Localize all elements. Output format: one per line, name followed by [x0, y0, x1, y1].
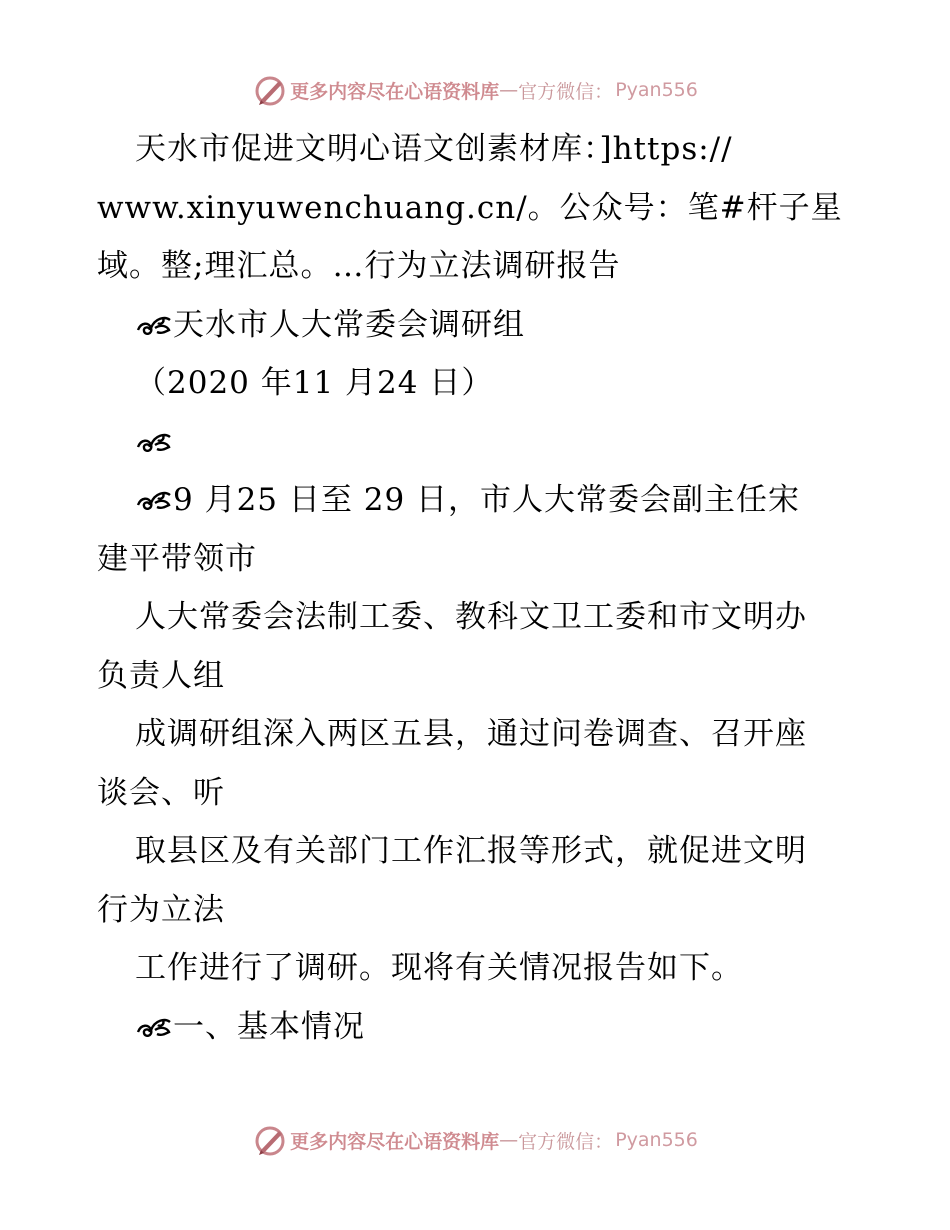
- ornament-line: [97, 413, 857, 472]
- pen-circle-logo-icon: [252, 1122, 288, 1158]
- paragraph-1-line-2: 建平带领市: [97, 540, 257, 577]
- paragraph-1-text-a: 9 月25 日至 29 日，市人大常委会副主任宋: [173, 482, 801, 518]
- pen-circle-logo-icon: [252, 72, 288, 108]
- fleuron-ornament-icon: [135, 429, 173, 455]
- watermark-label: 官方微信：: [518, 1130, 614, 1153]
- intro-line-3: 域。整;理汇总。…行为立法调研报告: [97, 248, 621, 284]
- date-line: （2020 年11 月24 日）: [135, 365, 494, 401]
- document-body: [97, 120, 857, 1056]
- watermark-wechat-id: Pyan556: [615, 1129, 698, 1151]
- intro-paragraph: [97, 120, 857, 296]
- org-name: 天水市人大常委会调研组: [173, 306, 525, 343]
- paragraph-3: [97, 705, 857, 822]
- fleuron-ornament-icon: [135, 487, 173, 513]
- fleuron-ornament-icon: [135, 312, 173, 338]
- paragraph-4: [97, 822, 857, 939]
- section-heading-1-text: 一、基本情况: [173, 1008, 365, 1045]
- section-heading-1: [97, 998, 857, 1057]
- watermark-label: 官方微信：: [518, 80, 614, 103]
- paragraph-5: 工作进行了调研。现将有关情况报告如下。: [135, 950, 743, 986]
- paragraph-3-line-2: 谈会、听: [97, 774, 225, 811]
- paragraph-3-line-1: 成调研组深入两区五县，通过问卷调查、召开座: [135, 716, 807, 752]
- paragraph-2: [97, 588, 857, 705]
- watermark-brand: 更多内容尽在心语资料库: [290, 80, 500, 103]
- watermark-separator: —: [499, 1129, 519, 1151]
- paragraph-1: [97, 471, 857, 588]
- footer-watermark: [0, 1120, 950, 1160]
- paragraph-4-line-2: 行为立法: [97, 891, 225, 928]
- paragraph-2-line-2: 负责人组: [97, 657, 225, 694]
- paragraph-4-line-1: 取县区及有关部门工作汇报等形式，就促进文明: [135, 833, 807, 869]
- watermark-separator: —: [499, 79, 519, 101]
- org-line: [97, 296, 857, 355]
- fleuron-ornament-icon: [135, 1014, 173, 1040]
- watermark-wechat-id: Pyan556: [615, 79, 698, 101]
- intro-line-1: 天水市促进文明心语文创素材库：]https://: [135, 131, 733, 167]
- paragraph-2-line-1: 人大常委会法制工委、教科文卫工委和市文明办: [135, 599, 807, 635]
- watermark-brand: 更多内容尽在心语资料库: [290, 1130, 500, 1153]
- intro-line-2: www.xinyuwenchuang.cn/。公众号：笔#杆子星: [97, 189, 843, 226]
- paragraph-1-line-1: [97, 471, 857, 530]
- header-watermark: [0, 70, 950, 110]
